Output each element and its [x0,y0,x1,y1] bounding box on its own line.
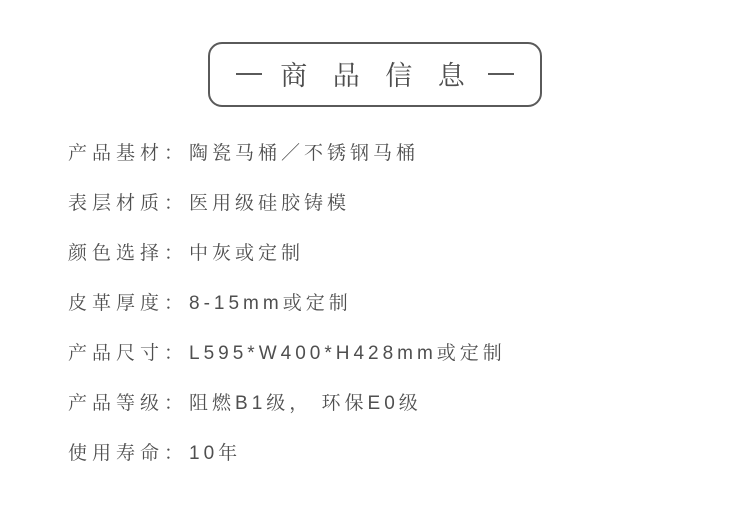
spec-label: 皮革厚度 [68,293,165,314]
spec-row [68,437,720,471]
spec-colon: ： [164,343,186,364]
spec-value: 10年 [189,443,242,464]
title-box [208,42,542,107]
spec-colon: ： [164,443,186,464]
spec-label: 表层材质 [68,193,165,214]
spec-label: 产品尺寸 [68,343,165,364]
spec-value: 陶瓷马桶／不锈钢马桶 [189,143,420,164]
spec-list [0,137,750,471]
spec-row [68,387,720,421]
spec-value: 阻燃B1级， 环保E0级 [189,393,422,414]
spec-label: 使用寿命 [68,443,165,464]
page-title: 商 品 信 息 [280,61,474,91]
spec-colon: ： [164,243,186,264]
title-section [0,0,750,107]
right-dash-icon [488,73,514,75]
spec-label: 产品等级 [68,393,165,414]
spec-value: 8-15mm或定制 [189,293,352,314]
spec-row [68,187,720,221]
spec-label: 颜色选择 [68,243,165,264]
spec-value: 医用级硅胶铸模 [189,193,351,214]
spec-row [68,337,720,371]
spec-colon: ： [164,143,186,164]
spec-colon: ： [164,393,186,414]
spec-label: 产品基材 [68,143,165,164]
spec-value: 中灰或定制 [189,243,305,264]
spec-row [68,137,720,171]
spec-colon: ： [164,293,186,314]
spec-colon: ： [164,193,186,214]
spec-row [68,237,720,271]
left-dash-icon [236,73,262,75]
spec-value: L595*W400*H428mm或定制 [189,343,506,364]
spec-row [68,287,720,321]
